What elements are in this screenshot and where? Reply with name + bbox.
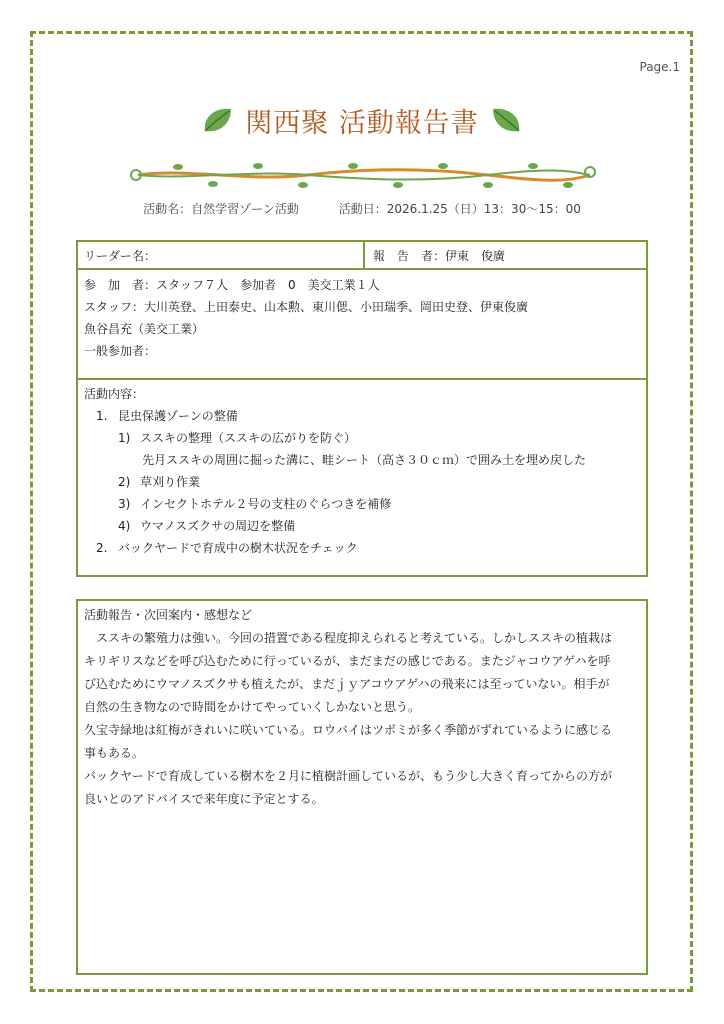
- participants-line: 参 加 者：スタッフ７人 参加者 0 美交工業１人: [84, 278, 380, 292]
- activity-date: 活動日：2026.1.25（日）13：30～15：00: [338, 202, 581, 216]
- activity-item-text: インセクトホテル２号の支柱のぐらつきを補修: [140, 497, 392, 511]
- activity-item: [84, 493, 640, 515]
- leaf-icon: [201, 105, 235, 135]
- report-body: [84, 627, 640, 811]
- report-box: [76, 599, 648, 975]
- leader-field: リーダー名：: [78, 242, 365, 268]
- report-line: 久宝寺緑地は紅梅がきれいに咲いている。ロウバイはツボミが多く季節がずれているように感じる: [84, 723, 613, 737]
- activity-item: [84, 449, 640, 471]
- activity-item-number: 1): [118, 431, 131, 445]
- activity-item-text: ススキの整理（ススキの広がりを防ぐ）: [140, 431, 357, 445]
- reporter-field: 報 告 者：伊東 俊廣: [373, 249, 506, 263]
- participants-section: [78, 270, 646, 380]
- header-row: [78, 242, 646, 270]
- participants-line: 魚谷昌充（美交工業）: [84, 322, 205, 336]
- report-line: 良いとのアドバイスで来年度に予定とする。: [84, 792, 324, 806]
- report-line: 自然の生き物なので時間をかけてやっていくしかないと思う。: [84, 700, 421, 714]
- activity-item-text: 草刈り作業: [140, 475, 201, 489]
- activity-item-number: 2.: [96, 541, 108, 555]
- activity-item-number: 2): [118, 475, 131, 489]
- report-line: 事もある。: [84, 746, 145, 760]
- report-line: バックヤードで育成している樹木を２月に植樹計画しているが、もう少し大きく育ってからの方が: [84, 769, 613, 783]
- page-number: Page.1: [639, 60, 680, 74]
- activity-item-text: バックヤードで育成中の樹木状況をチェック: [118, 541, 358, 555]
- activity-item: [84, 537, 640, 559]
- activity-list: [84, 405, 640, 559]
- activity-item-text: 先月ススキの周囲に掘った溝に、畦シート（高さ３０ｃｍ）で囲み土を埋め戻した: [142, 453, 587, 467]
- participants-line: 一般参加者：: [84, 344, 157, 358]
- activity-item-number: 1.: [96, 409, 108, 423]
- activity-item: [84, 427, 640, 449]
- vine-ornament: [128, 158, 598, 192]
- leaf-icon: [489, 105, 523, 135]
- activity-item-number: 3): [118, 497, 131, 511]
- document-title: 関西聚 活動報告書: [245, 107, 479, 139]
- activity-item-text: 昆虫保護ゾーンの整備: [118, 409, 238, 423]
- report-heading: 活動報告・次回案内・感想など: [84, 608, 253, 622]
- participants-line: スタッフ：大川英登、上田泰史、山本勲、東川偲、小田瑞季、岡田史登、伊東俊廣: [84, 300, 529, 314]
- activity-item-number: 4): [118, 519, 131, 533]
- report-line: ススキの繁殖力は強い。今回の措置である程度抑えられると考えている。しかしススキの植栽は: [84, 631, 613, 645]
- report-line: キリギリスなどを呼び込むために行っているが、まだまだの感じである。またジャコウアゲハを呼: [84, 654, 611, 668]
- activity-item: [84, 405, 640, 427]
- title-row: [0, 100, 724, 140]
- activity-item-text: ウマノスズクサの周辺を整備: [140, 519, 296, 533]
- activity-meta: [0, 200, 724, 217]
- report-line: び込むためにウマノスズクサも植えたが、まだｊｙアコウアゲハの飛来には至っていない。相手が: [84, 677, 610, 691]
- activity-name: 活動名：自然学習ゾーン活動: [143, 202, 299, 216]
- activity-item: [84, 515, 640, 537]
- activities-section: [78, 380, 646, 562]
- activity-info-box: [76, 240, 648, 577]
- activities-heading: 活動内容：: [84, 387, 145, 401]
- activity-item: [84, 471, 640, 493]
